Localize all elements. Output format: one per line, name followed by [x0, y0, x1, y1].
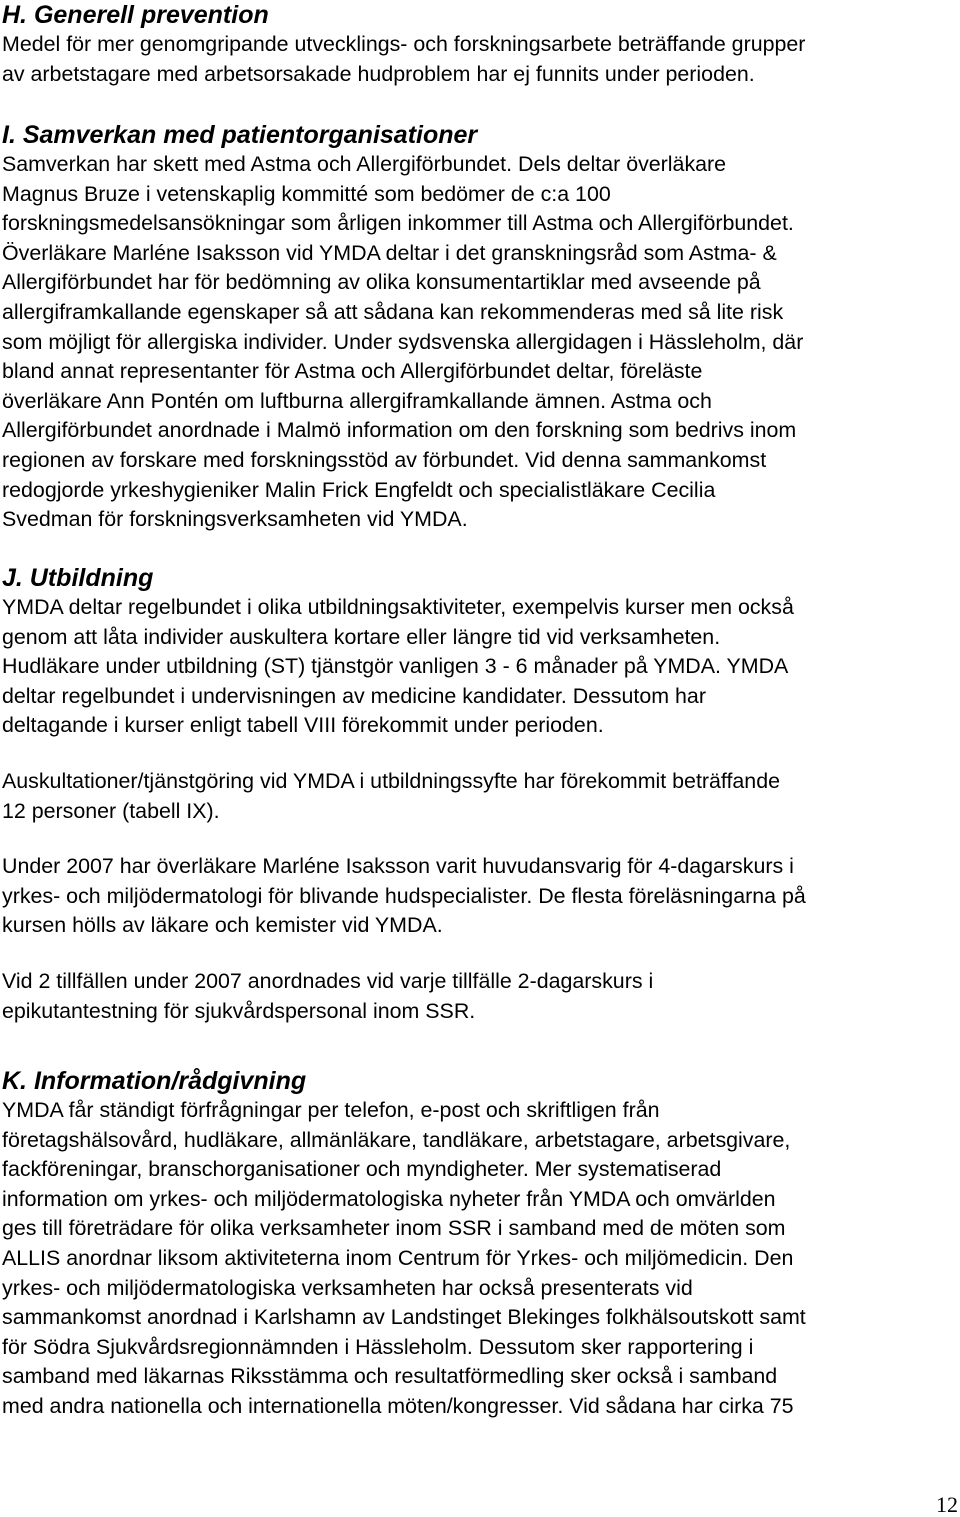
text-line: företagshälsovård, hudläkare, allmänläkare, tandläkare, arbetstagare, arbetsgivare,	[2, 1127, 791, 1152]
paragraph-gap	[2, 941, 806, 967]
text-line: Allergiförbundet anordnade i Malmö information om den forskning som bedrivs inom	[2, 418, 797, 443]
paragraph	[2, 1096, 806, 1422]
text-line: Allergiförbundet har för bedömning av olika konsumentartiklar med avseende på	[2, 270, 761, 295]
paragraph	[2, 967, 806, 1026]
text-line: fackföreningar, branschorganisationer och myndigheter. Mer systematiserad	[2, 1157, 722, 1182]
text-line: allergiframkallande egenskaper så att sådana kan rekommenderas med så lite risk	[2, 299, 784, 324]
section-information-radgivning	[2, 1066, 806, 1422]
text-line: deltagande i kurser enligt tabell VIII förekommit under perioden.	[2, 713, 604, 738]
paragraph	[2, 150, 803, 535]
text-line: Vid 2 tillfällen under 2007 anordnades vid varje tillfälle 2-dagarskurs i	[2, 968, 654, 993]
text-line: ges till företrädare för olika verksamheter inom SSR i samband med de möten som	[2, 1216, 786, 1241]
section-heading: J. Utbildning	[2, 564, 154, 592]
text-line: YMDA får ständigt förfrågningar per telefon, e-post och skriftligen från	[2, 1098, 660, 1122]
section-heading: H. Generell prevention	[2, 1, 269, 29]
text-line: redogjorde yrkeshygieniker Malin Frick Engfeldt och specialistläkare Cecilia	[2, 477, 716, 502]
section-heading: K. Information/rådgivning	[2, 1067, 307, 1095]
text-line: regionen av forskare med forskningsstöd av förbundet. Vid denna sammankomst	[2, 447, 767, 472]
text-line: Auskultationer/tjänstgöring vid YMDA i utbildningssyfte har förekommit beträffande	[2, 768, 781, 793]
paragraph	[2, 30, 805, 89]
text-line: epikutantestning för sjukvårdspersonal inom SSR.	[2, 998, 476, 1023]
paragraph	[2, 767, 806, 826]
text-line: med andra nationella och internationella möten/kongresser. Vid sådana har cirka 75	[2, 1393, 794, 1418]
text-line: bland annat representanter för Astma och Allergiförbundet deltar, föreläste	[2, 359, 703, 384]
text-line: för Södra Sjukvårdsregionnämnden i Hässleholm. Dessutom sker rapportering i	[2, 1334, 754, 1359]
section-utbildning	[2, 563, 806, 1026]
text-line: Hudläkare under utbildning (ST) tjänstgör vanligen 3 - 6 månader på YMDA. YMDA	[2, 654, 789, 679]
text-line: överläkare Ann Pontén om luftburna allergiframkallande ämnen. Astma och	[2, 388, 712, 413]
text-line: information om yrkes- och miljödermatologiska nyheter från YMDA och omvärlden	[2, 1186, 776, 1211]
text-line: yrkes- och miljödermatologi för blivande hudspecialister. De flesta föreläsningarna på	[2, 883, 806, 908]
text-line: Under 2007 har överläkare Marléne Isaksson varit huvudansvarig för 4-dagarskurs i	[2, 854, 794, 879]
text-line: sammankomst anordnad i Karlshamn av Landstinget Blekinges folkhälsoutskott samt	[2, 1305, 806, 1330]
text-line: Överläkare Marléne Isaksson vid YMDA deltar i det granskningsråd som Astma- &	[2, 240, 777, 265]
text-line: genom att låta individer auskultera kortare eller längre tid vid verksamheten.	[2, 624, 721, 649]
text-line: forskningsmedelsansökningar som årligen inkommer till Astma och Allergiförbundet.	[2, 211, 794, 236]
text-line: Medel för mer genomgripande utvecklings- och forskningsarbete beträffande grupper	[2, 32, 806, 56]
text-line: kursen hölls av läkare och kemister vid YMDA.	[2, 913, 443, 938]
paragraph-gap	[2, 826, 806, 852]
text-line: Samverkan har skett med Astma och Allergiförbundet. Dels deltar överläkare	[2, 152, 727, 176]
text-line: deltar regelbundet i undervisningen av medicine kandidater. Dessutom har	[2, 683, 706, 708]
text-line: YMDA deltar regelbundet i olika utbildningsaktiviteter, exempelvis kurser men också	[2, 595, 794, 619]
text-line: av arbetstagare med arbetsorsakade hudproblem har ej funnits under perioden.	[2, 61, 755, 86]
text-line: Svedman för forskningsverksamheten vid YMDA.	[2, 507, 468, 532]
paragraph	[2, 852, 806, 941]
text-line: som möjligt för allergiska individer. Under sydsvenska allergidagen i Hässleholm, där	[2, 329, 804, 354]
text-line: ALLIS anordnar liksom aktiviteterna inom Centrum för Yrkes- och miljömedicin. Den	[2, 1245, 794, 1270]
text-line: Magnus Bruze i vetenskaplig kommitté som bedömer de c:a 100	[2, 181, 611, 206]
section-samverkan	[2, 120, 803, 535]
text-line: samband med läkarnas Riksstämma och resultatförmedling sker också i samband	[2, 1364, 778, 1389]
section-generell-prevention	[2, 0, 805, 89]
section-heading: I. Samverkan med patientorganisationer	[2, 121, 478, 149]
page-number: 12	[936, 1492, 958, 1517]
paragraph	[2, 593, 806, 741]
text-line: yrkes- och miljödermatologiska verksamheten har också presenterats vid	[2, 1275, 693, 1300]
paragraph-gap	[2, 741, 806, 767]
text-line: 12 personer (tabell IX).	[2, 798, 220, 823]
